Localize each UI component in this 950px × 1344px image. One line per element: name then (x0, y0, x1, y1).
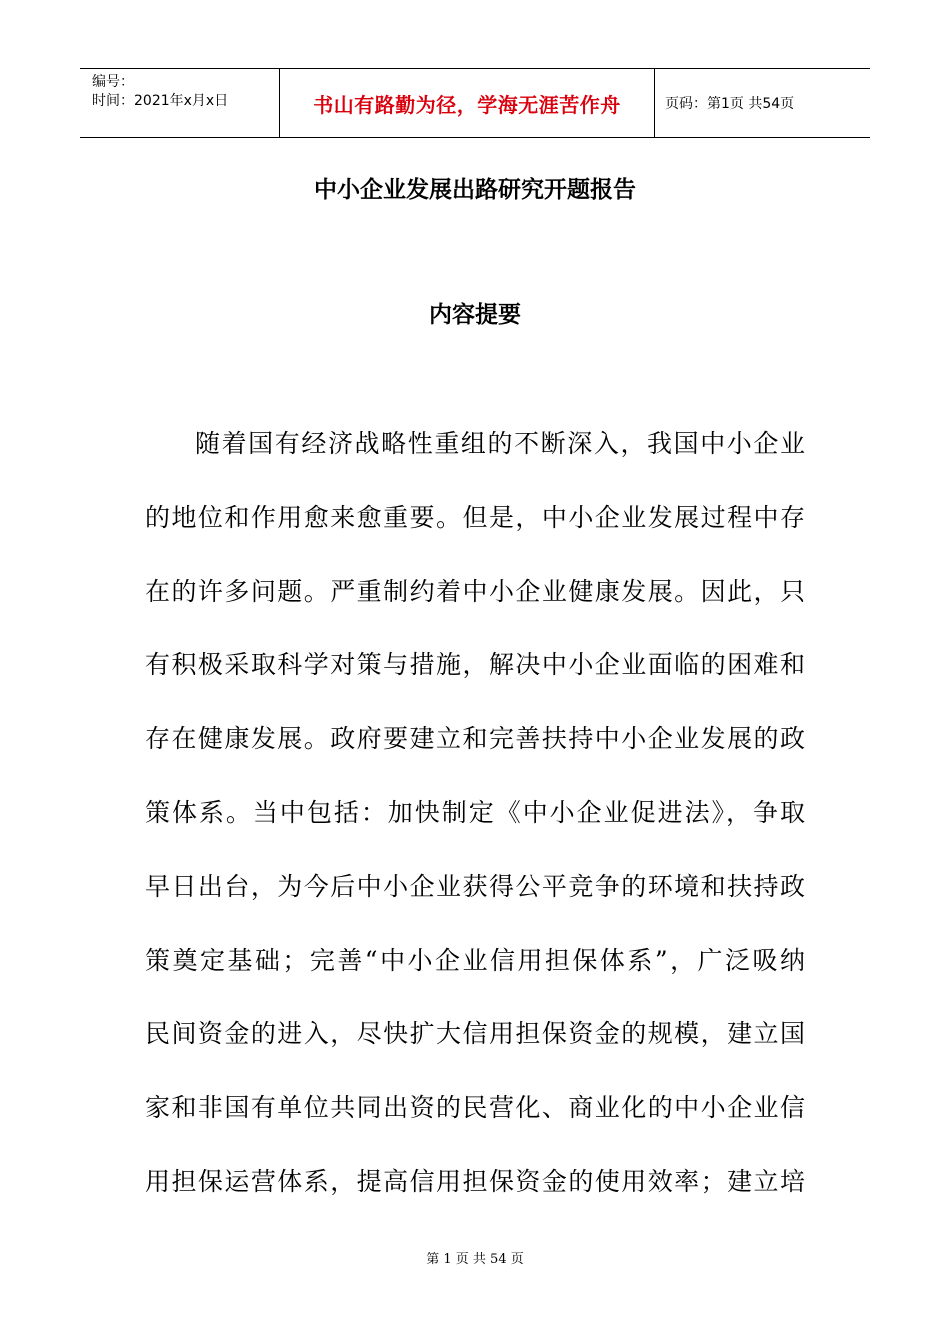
page-info: 页码：第1页 共54页 (665, 96, 795, 112)
paragraph-line: 策体系。当中包括：加快制定《中小企业促进法》，争取 (145, 797, 805, 827)
paragraph-line: 策奠定基础；完善“中小企业信用担保体系”，广泛吸纳 (145, 945, 805, 975)
paragraph-line: 有积极采取科学对策与措施，解决中小企业面临的困难和 (145, 650, 805, 680)
paragraph-line: 早日出台，为今后中小企业获得公平竞争的环境和扶持政 (145, 871, 805, 901)
number-label: 编号： (92, 74, 134, 90)
paragraph-line: 用担保运营体系，提高信用担保资金的使用效率；建立培 (145, 1166, 805, 1196)
header-meta-cell (80, 69, 280, 137)
paragraph-line: 随着国有经济战略性重组的不断深入，我国中小企业 (195, 429, 805, 458)
time-label: 时间：2021年x月x日 (92, 93, 229, 109)
paragraph-line: 在的许多问题。严重制约着中小企业健康发展。因此，只 (145, 576, 805, 606)
header-table (80, 68, 870, 138)
header-motto-cell (280, 69, 655, 137)
paragraph-line: 的地位和作用愈来愈重要。但是，中小企业发展过程中存 (145, 502, 805, 532)
body-paragraph (145, 421, 805, 1233)
section-title: 内容提要 (429, 302, 521, 328)
paragraph-line: 民间资金的进入，尽快扩大信用担保资金的规模，建立国 (145, 1019, 805, 1049)
paragraph-line: 存在健康发展。政府要建立和完善扶持中小企业发展的政 (145, 724, 805, 754)
motto-text: 书山有路勤为径，学海无涯苦作舟 (313, 92, 621, 117)
page-footer: 第 1 页 共 54 页 (426, 1252, 524, 1267)
header-page-cell (655, 69, 870, 137)
document-title: 中小企业发展出路研究开题报告 (314, 177, 636, 203)
paragraph-line: 家和非国有单位共同出资的民营化、商业化的中小企业信 (145, 1093, 805, 1123)
